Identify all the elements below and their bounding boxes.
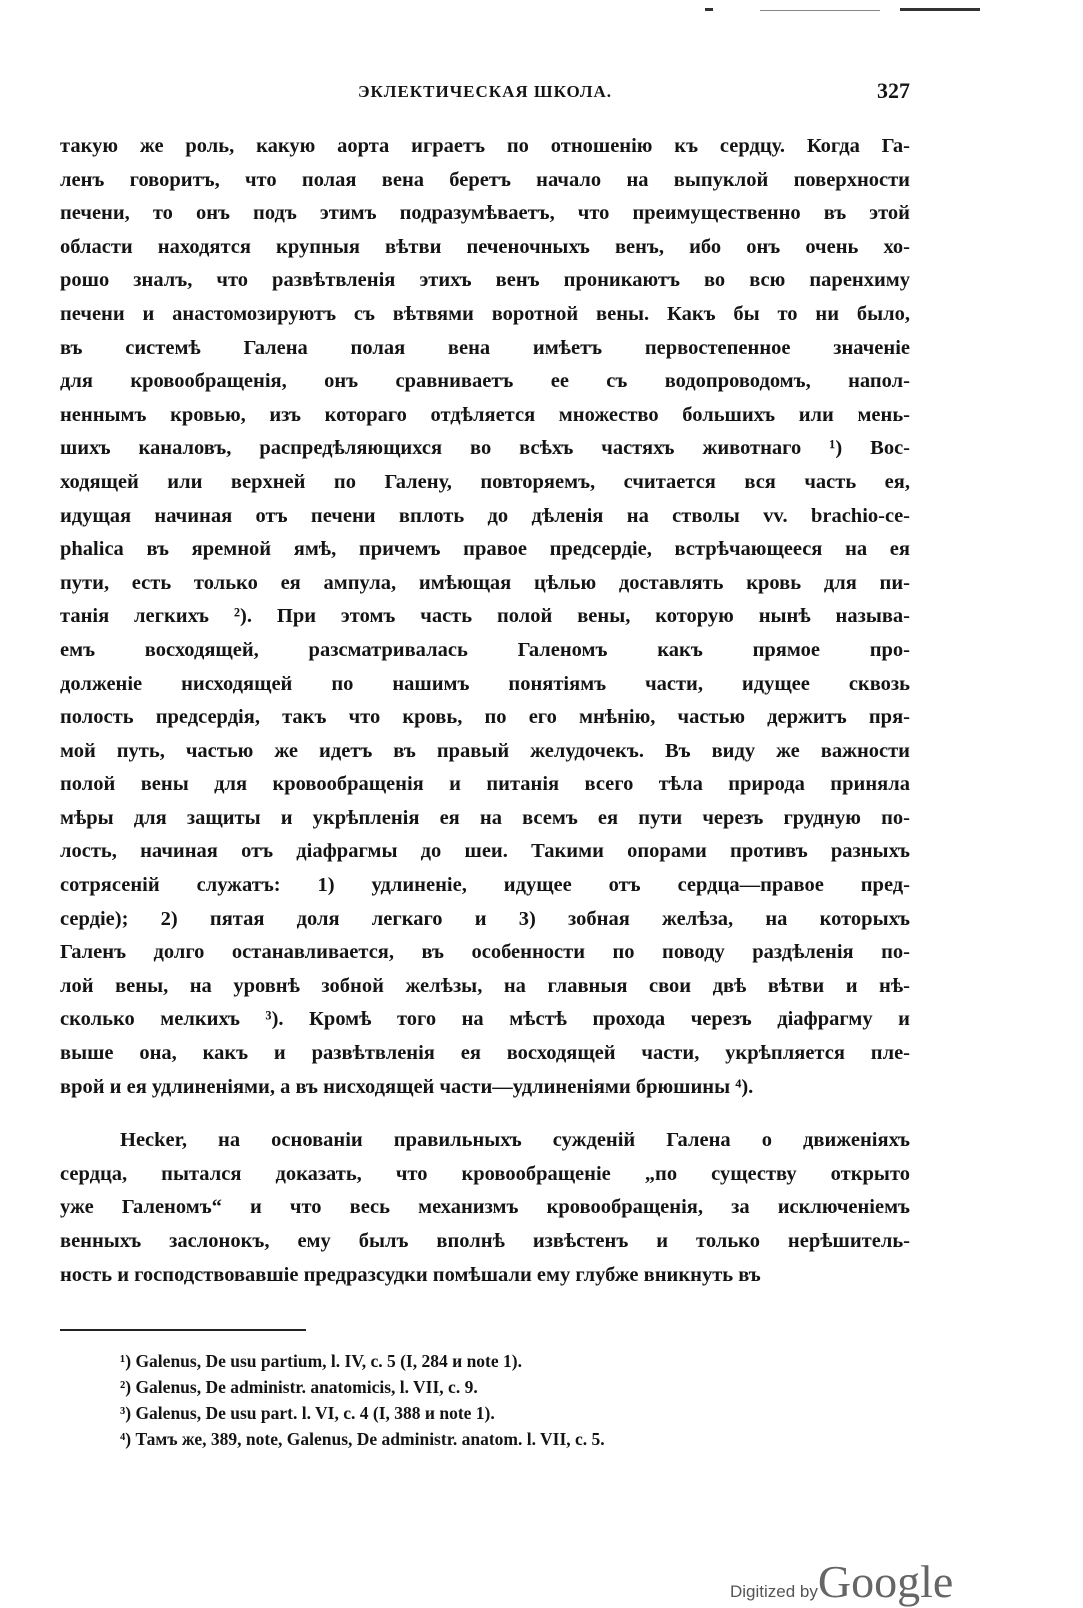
running-head: ЭКЛЕКТИЧЕСКАЯ ШКОЛА. [357, 82, 613, 101]
digitized-watermark [730, 1555, 953, 1605]
page-header [60, 78, 910, 108]
text-line: Галенъ долго останавливается, въ особенности по поводу раздѣленія по- [60, 941, 910, 964]
text-line: ходящей или верхней по Галену, повторяемъ, считается вся часть ея, [60, 470, 910, 493]
text-line: пути, есть только ея ампула, имѣющая цѣлью доставлять кровь для пи- [60, 571, 910, 594]
text-line: долженіе нисходящей по нашимъ понятіямъ части, идущее сквозь [60, 672, 910, 695]
text-line: области находятся крупныя вѣтви печеночныхъ венъ, ибо онъ очень хо- [60, 235, 910, 258]
footnote: ³) Galenus, De usu part. l. VI, c. 4 (I, 388 и note 1). [120, 1403, 495, 1423]
paragraph-1 [60, 130, 910, 1104]
scan-artifact [900, 8, 980, 11]
text-line: рошо зналъ, что развѣтвленія этихъ венъ проникаютъ во всю паренхиму [60, 269, 910, 292]
text-line: полой вены для кровообращенія и питанія всего тѣла природа приняла [60, 773, 910, 796]
text-line: для кровообращенія, онъ сравниваетъ ее съ водопроводомъ, напол- [60, 370, 910, 393]
google-logo: Google [817, 1556, 954, 1607]
footnote-divider [60, 1329, 306, 1331]
scan-artifact [760, 10, 880, 11]
footnote: ⁴) Тамъ же, 389, note, Galenus, De administr. anatom. l. VII, c. 5. [120, 1429, 605, 1449]
text-line: лость, начиная отъ діафрагмы до шеи. Такими опорами противъ разныхъ [60, 840, 910, 863]
text-line: phalica въ яремной ямѣ, причемъ правое предсердіе, встрѣчающееся на ея [60, 538, 910, 561]
body-text [60, 130, 910, 1292]
text-line: уже Галеномъ“ и что весь механизмъ кровообращенія, за исключеніемъ [60, 1196, 910, 1219]
text-line: идущая начиная отъ печени вплоть до дѣленія на стволы vv. brachio-ce- [60, 504, 910, 527]
scan-artifact [705, 8, 713, 11]
text-line: печени, то онъ подъ этимъ подразумѣваетъ, что преимущественно въ этой [60, 202, 910, 225]
text-line: венныхъ заслонокъ, ему былъ вполнѣ извѣстенъ и только нерѣшитель- [60, 1230, 910, 1252]
text-line: неннымъ кровью, изъ котораго отдѣляется множество большихъ или мень- [60, 403, 910, 426]
text-line: сердца, пытался доказать, что кровообращеніе „по существу открыто [60, 1162, 910, 1185]
footnotes [120, 1348, 880, 1452]
text-line: емъ восходящей, разсматривалась Галеномъ какъ прямое про- [60, 638, 910, 661]
text-line: выше она, какъ и развѣтвленія ея восходящей части, укрѣпляется пле- [60, 1042, 910, 1065]
watermark-small-text: Digitized by [730, 1582, 818, 1601]
text-line: въ системѣ Галена полая вена имѣетъ первостепенное значеніе [60, 336, 910, 359]
page-number: 327 [877, 78, 910, 103]
text-line: врой и ея удлиненіями, а въ нисходящей части—удлиненіями брюшины ⁴). [60, 1075, 754, 1098]
text-line: мѣры для защиты и укрѣпленія ея на всемъ ея пути черезъ грудную по- [60, 806, 910, 829]
text-line: лой вены, на уровнѣ зобной желѣзы, на главныя свои двѣ вѣтви и нѣ- [60, 974, 910, 997]
footnote: ²) Galenus, De administr. anatomicis, l. VII, c. 9. [120, 1377, 478, 1397]
text-line: ность и господствовавшіе предразсудки помѣшали ему глубже вникнуть въ [60, 1263, 761, 1286]
text-line: сколько мелкихъ ³). Кромѣ того на мѣстѣ прохода черезъ діафрагму и [60, 1008, 910, 1031]
text-line: печени и анастомозируютъ съ вѣтвями воротной вены. Какъ бы то ни было, [60, 302, 910, 325]
text-line: такую же роль, какую аорта играетъ по отношенію къ сердцу. Когда Га- [60, 135, 910, 157]
text-line: сотрясеній служатъ: 1) удлиненіе, идущее отъ сердца—правое пред- [60, 874, 910, 897]
text-line: Hecker, на основаніи правильныхъ сужденій Галена о движеніяхъ [120, 1129, 910, 1152]
text-line: ленъ говоритъ, что полая вена беретъ начало на выпуклой поверхности [60, 168, 910, 191]
footnote: ¹) Galenus, De usu partium, l. IV, c. 5 (I, 284 и note 1). [120, 1351, 522, 1371]
text-line: шихъ каналовъ, распредѣляющихся во всѣхъ частяхъ животнаго ¹) Вос- [60, 437, 910, 460]
text-line: мой путь, частью же идетъ въ правый желудочекъ. Въ виду же важности [60, 739, 910, 762]
text-line: полость предсердія, такъ что кровь, по его мнѣнію, частью держитъ пря- [60, 706, 910, 729]
text-line: сердіе); 2) пятая доля легкаго и 3) зобная желѣза, на которыхъ [60, 907, 910, 930]
text-line: танія легкихъ ²). При этомъ часть полой вены, которую нынѣ называ- [60, 605, 910, 628]
paragraph-2 [60, 1124, 910, 1292]
